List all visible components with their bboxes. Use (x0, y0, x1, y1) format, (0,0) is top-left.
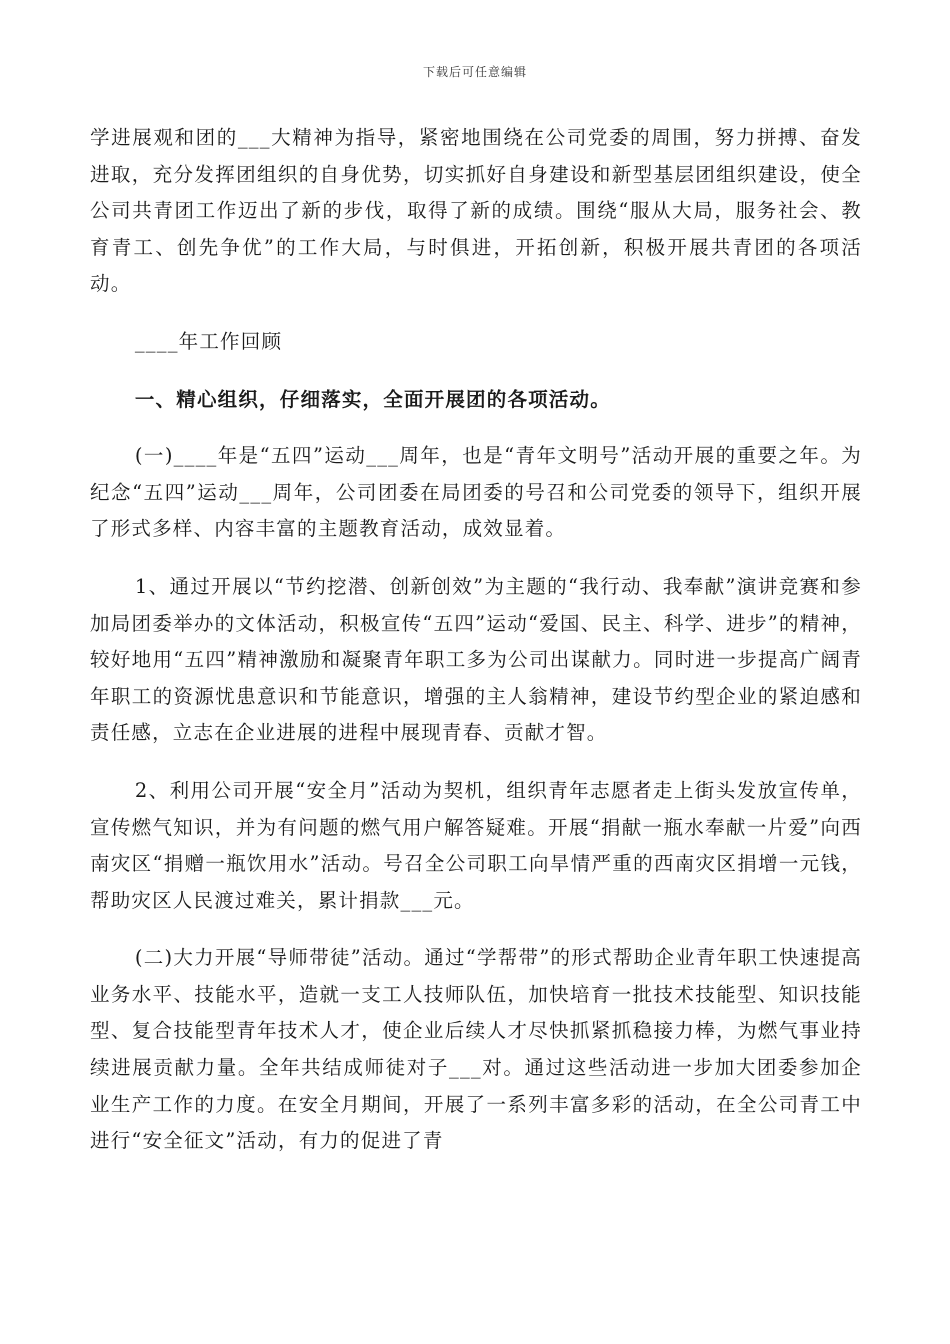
paragraph-point-1: 1、通过开展以“节约挖潜、创新创效”为主题的“我行动、我奉献”演讲竞赛和参加局团委举办的文体活动，积极宣传“五四”运动“爱国、民主、科学、进步”的精神，较好地用“五四”精神激励和凝聚青年职工多为公司出谋献力。同时进一步提高广阔青年职工的资源忧患意识和节能意识，增强的主人翁精神，建设节约型企业的紧迫感和责任感，立志在企业进展的进程中展现青春、贡献才智。 (90, 574, 862, 745)
paragraph-item-one: (一)____年是“五四”运动___周年，也是“青年文明号”活动开展的重要之年。为纪念“五四”运动___周年，公司团委在局团委的号召和公司党委的领导下，组织开展了形式多样、内容丰富的主题教育活动，成效显着。 (90, 444, 862, 541)
document-body (90, 120, 862, 1160)
section-heading-one: 一、精心组织，仔细落实，全面开展团的各项活动。 (134, 387, 611, 411)
paragraph-item-two: (二)大力开展“导师带徒”活动。通过“学帮带”的形式帮助企业青年职工快速提高业务水平、技能水平，造就一支工人技师队伍，加快培育一批技术技能型、知识技能型、复合技能型青年技术人才，使企业后续人才尽快抓紧抓稳接力棒，为燃气事业持续进展贡献力量。全年共结成师徒对子___对。通过这些活动进一步加大团委参加企业生产工作的力度。在安全月期间，开展了一系列丰富多彩的活动，在全公司青工中进行“安全征文”活动，有力的促进了青 (90, 946, 862, 1153)
paragraph-intro: 学进展观和团的___大精神为指导，紧密地围绕在公司党委的周围，努力拼搏、奋发进取，充分发挥团组织的自身优势，切实抓好自身建设和新型基层团组织建设，使全公司共青团工作迈出了新的步伐，取得了新的成绩。围绕“服从大局，服务社会、教育青工、创先争优”的工作大局，与时俱进，开拓创新，积极开展共青团的各项活动。 (90, 126, 862, 296)
section-heading-review: ____年工作回顾 (134, 329, 283, 353)
page-header-note: 下载后可任意编辑 (422, 65, 527, 79)
paragraph-point-2: 2、利用公司开展“安全月”活动为契机，组织青年志愿者走上街头发放宣传单，宣传燃气知识，并为有问题的燃气用户解答疑难。开展“捐献一瓶水奉献一片爱”向西南灾区“捐赠一瓶饮用水”活动。号召全公司职工向旱情严重的西南灾区捐增一元钱，帮助灾区人民渡过难关，累计捐款___元。 (90, 778, 862, 912)
